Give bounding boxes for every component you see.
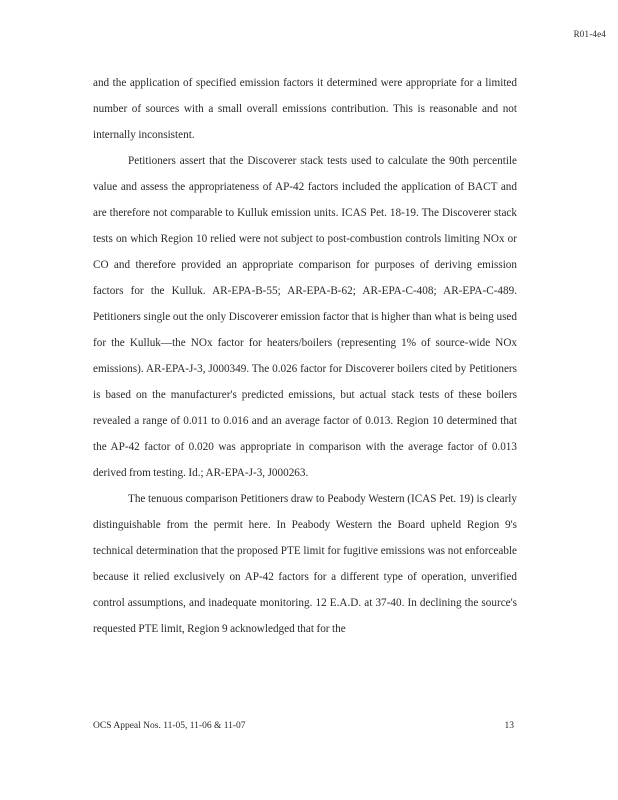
paragraph-3: The tenuous comparison Petitioners draw to Peabody Western (ICAS Pet. 19) is clearly distinguishable from the permit here. In Peabody Western the Board upheld Region 9's technical determination that the proposed PTE limit for fugitive emissions was not enforceable because it relied exclusively on AP-42 factors for a different type of operation, unverified control assumptions, and inadequate monitoring. 12 E.A.D. at 37-40. In declining the source's requested PTE limit, Region 9 acknowledged that for the — [93, 493, 517, 635]
document-code: R01-4e4 — [573, 29, 606, 39]
page-number: 13 — [504, 721, 514, 731]
paragraph-1: and the application of specified emission factors it determined were appropriate for a limited number of sources with a small overall emissions contribution. This is reasonable and not internally inconsistent. — [93, 77, 517, 141]
body-text — [93, 70, 517, 642]
paragraph-2: Petitioners assert that the Discoverer stack tests used to calculate the 90th percentile value and assess the appropriateness of AP-42 factors included the application of BACT and are therefore not comparable to Kulluk emission units. ICAS Pet. 18-19. The Discoverer stack tests on which Region 10 relied were not subject to post-combustion controls limiting NOx or CO and therefore provided an appropriate comparison for purposes of deriving emission factors for the Kulluk. AR-EPA-B-55; AR-EPA-B-62; AR-EPA-C-408; AR-EPA-C-489. Petitioners single out the only Discoverer emission factor that is higher than what is being used for the Kulluk—the NOx factor for heaters/boilers (representing 1% of source-wide NOx emissions). AR-EPA-J-3, J000349. The 0.026 factor for Discoverer boilers cited by Petitioners is based on the manufacturer's predicted emissions, but actual stack tests of these boilers revealed a range of 0.011 to 0.016 and an average factor of 0.013. Region 10 determined that the AP-42 factor of 0.020 was appropriate in comparison with the average factor of 0.013 derived from testing. Id.; AR-EPA-J-3, J000263. — [93, 155, 517, 479]
footer-appeal-numbers: OCS Appeal Nos. 11-05, 11-06 & 11-07 — [93, 721, 246, 731]
